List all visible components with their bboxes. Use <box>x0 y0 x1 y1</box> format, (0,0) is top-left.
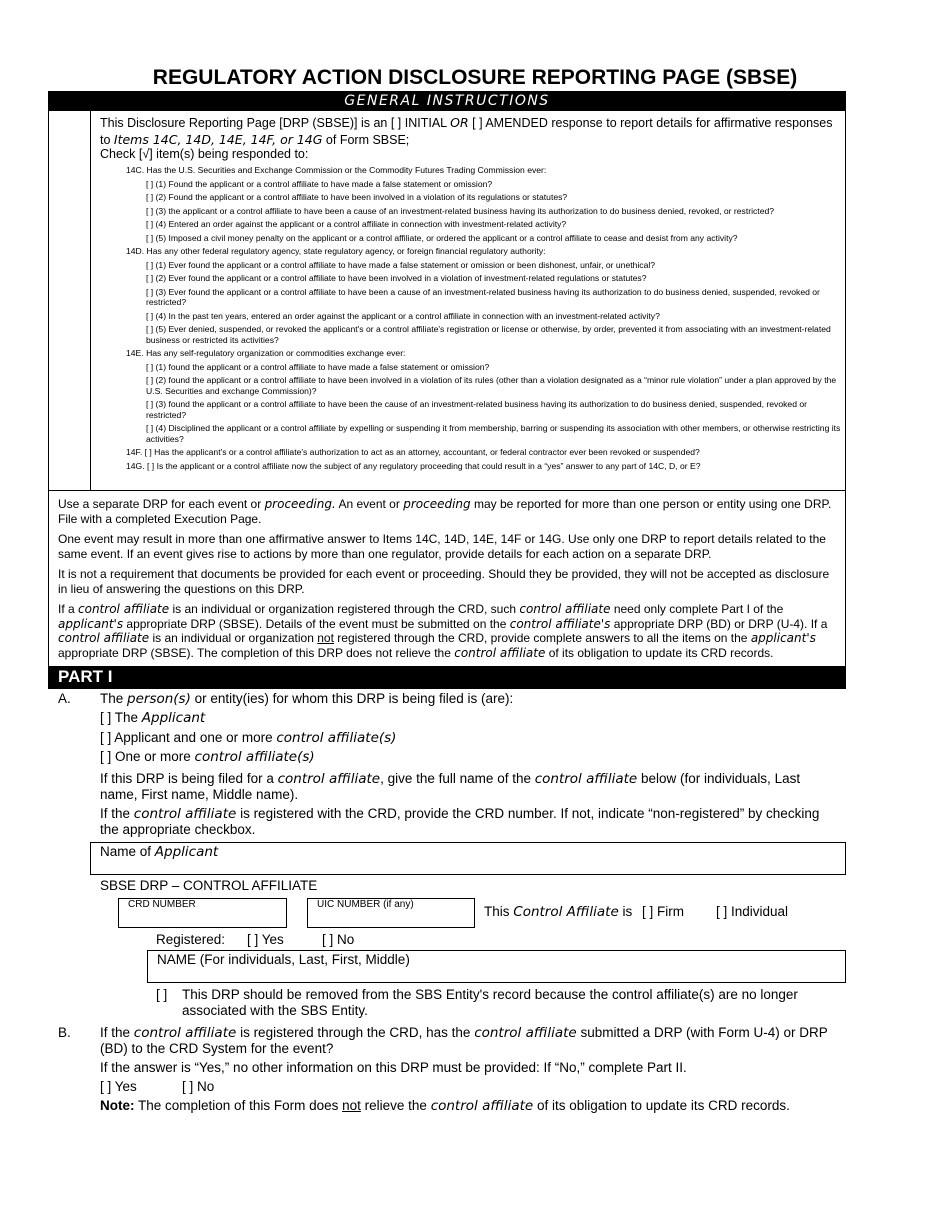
q14e-header: 14E. Has any self-regulatory organization or commodities exchange ever: <box>126 348 406 358</box>
option-affiliates[interactable]: [ ] One or more control affiliate(s) <box>100 749 315 765</box>
crd-number-label: CRD NUMBER <box>128 899 196 910</box>
section-a-label: A. <box>58 691 71 706</box>
instruction-paragraph: Use a separate DRP for each event or proceeding. An event or proceeding may be reported for more than one person or entity using one DRP. File with a completed Execution Page. <box>58 497 832 526</box>
intro-paragraph: This Disclosure Reporting Page [DRP (SBSE)] is an [ ] INITIAL OR [ ] AMENDED response to report details for affirmative responses to Items 14C, 14D, 14E, 14F, or 14G of Form SBSE; <box>100 115 833 147</box>
q14c-item[interactable]: [ ] (2) Found the applicant or a control affiliate to have been involved in a violation of its regulations or statutes? <box>146 192 568 202</box>
section-b-yes-checkbox[interactable]: [ ] Yes <box>100 1079 137 1094</box>
left-margin-column <box>48 111 91 491</box>
part-one-header: PART I <box>48 666 846 688</box>
sbse-control-affiliate-label: SBSE DRP – CONTROL AFFILIATE <box>100 878 318 893</box>
option-applicant-and-affiliates[interactable]: [ ] Applicant and one or more control affiliate(s) <box>100 730 397 746</box>
affiliate-name-label: NAME (For individuals, Last, First, Middle) <box>157 952 410 967</box>
control-affiliate-type-label: This Control Affiliate is <box>484 904 633 920</box>
q14c-item[interactable]: [ ] (1) Found the applicant or a control affiliate to have made a false statement or omission? <box>146 178 493 189</box>
instruction-paragraph: It is not a requirement that documents be provided for each event or proceeding. Should they be provided, they will not be accepted as disclosure in lieu of answering the questions on this DRP. <box>58 567 830 596</box>
section-b-note: If the answer is “Yes,” no other information on this DRP must be provided: If “No,” complete Part II. <box>100 1060 687 1075</box>
q14f-item[interactable]: 14F. [ ] Has the applicant's or a control affiliate's authorization to act as an attorney, accountant, or federal contractor ever been revoked or suspended? <box>126 447 700 457</box>
q14d-item[interactable]: [ ] (1) Ever found the applicant or a control affiliate to have made a false statement or omission or been dishonest, unfair, or unethical? <box>146 259 656 270</box>
firm-checkbox[interactable]: [ ] Firm <box>642 904 684 919</box>
crd-instruction: If the control affiliate is registered with the CRD, provide the CRD number. If not, indicate “non-registered” by checking the appropriate checkbox. <box>100 806 820 837</box>
general-instructions-header: GENERAL INSTRUCTIONS <box>48 92 846 111</box>
check-instruction: Check [√] item(s) being responded to: <box>100 147 309 161</box>
section-b-label: B. <box>58 1025 71 1040</box>
section-divider <box>48 490 846 491</box>
instruction-paragraph: One event may result in more than one affirmative answer to Items 14C, 14D, 14E, 14F or 14G. Use only one DRP to report details related to the same event. If an event gives rise to actions by more than one regulator, provide details for each action on a separate DRP. <box>58 532 826 561</box>
q14e-item[interactable]: [ ] (3) found the applicant or a control affiliate to have been the cause of an investment-related business having its authorization to do business denied, suspended, revoked or restricted? <box>146 399 808 420</box>
q14c-item[interactable]: [ ] (5) Imposed a civil money penalty on the applicant or a control affiliate, or ordered the applicant or a control affiliate to cease and desist from any activity? <box>146 232 738 243</box>
q14c-header: 14C. Has the U.S. Securities and Exchange Commission or the Commodity Futures Trading Commission ever: <box>126 165 547 175</box>
option-applicant[interactable]: [ ] The Applicant <box>100 710 206 726</box>
q14d-item[interactable]: [ ] (4) In the past ten years, entered an order against the applicant or a control affiliate in connection with an investment-related activity? <box>146 310 660 321</box>
instruction-paragraph: If a control affiliate is an individual or organization registered through the CRD, such control affiliate need only complete Part I of the applicant's appropriate DRP (SBSE). Details of the event must be submitted on the control affiliate's appropriate DRP (BD) or DRP (U-4). If a control affiliate is an individual or organization not registered through the CRD, provide complete answers to all the items on the applicant's appropriate DRP (SBSE). The completion of this DRP does not relieve the control affiliate of its obligation to update its CRD records. <box>58 602 828 660</box>
q14c-item[interactable]: [ ] (4) Entered an order against the applicant or a control affiliate in connection with investment-related activity? <box>146 219 567 229</box>
section-a-question: The person(s) or entity(ies) for whom this DRP is being filed is (are): <box>100 691 514 707</box>
q14e-item[interactable]: [ ] (1) found the applicant or a control affiliate to have made a false statement or omission? <box>146 361 490 372</box>
q14g-item[interactable]: 14G. [ ] Is the applicant or a control affiliate now the subject of any regulatory proceeding that could result in a “yes” answer to any part of 14C, D, or E? <box>126 460 701 471</box>
q14e-item[interactable]: [ ] (4) Disciplined the applicant or a control affiliate by expelling or suspending it from membership, barring or suspending its association with other members, or otherwise restricting its activities? <box>146 423 841 444</box>
remove-drp-checkbox[interactable]: [ ] <box>156 987 168 1002</box>
final-note: Note: The completion of this Form does not relieve the control affiliate of its obligation to update its CRD records. <box>100 1098 790 1114</box>
registered-yes-checkbox[interactable]: [ ] Yes <box>247 932 284 947</box>
crd-number-field[interactable] <box>118 898 287 928</box>
fullname-instruction: If this DRP is being filed for a control affiliate, give the full name of the control affiliate below (for individuals, Last name, First name, Middle name). <box>100 771 801 802</box>
q14e-item[interactable]: [ ] (2) found the applicant or a control affiliate to have been involved in a violation of its rules (other than a violation designated as a “minor rule violation” under a plan approved by the U.S. Securities and exchange Commission)? <box>146 375 837 396</box>
uic-number-label: UIC NUMBER (if any) <box>317 899 414 910</box>
individual-checkbox[interactable]: [ ] Individual <box>716 904 789 919</box>
section-b-no-checkbox[interactable]: [ ] No <box>182 1079 215 1094</box>
instructions-block <box>58 497 840 660</box>
uic-number-field[interactable] <box>307 898 475 928</box>
page-title: REGULATORY ACTION DISCLOSURE REPORTING PAGE (SBSE) <box>152 66 798 89</box>
section-b-question: If the control affiliate is registered through the CRD, has the control affiliate submitted a DRP (with Form U-4) or DRP (BD) to the CRD System for the event? <box>100 1025 828 1056</box>
q14d-item[interactable]: [ ] (2) Ever found the applicant or a control affiliate to have been involved in a violation of investment-related regulations or statutes? <box>146 273 647 283</box>
registered-label: Registered: <box>156 932 226 947</box>
affiliate-name-field[interactable] <box>147 950 846 983</box>
question-list <box>126 165 841 471</box>
applicant-name-field[interactable]: Name of Applicant <box>90 842 846 875</box>
remove-drp-text: This DRP should be removed from the SBS Entity's record because the control affiliate(s) are no longer associated with the SBS Entity. <box>182 987 798 1018</box>
registered-no-checkbox[interactable]: [ ] No <box>322 932 355 947</box>
q14d-item[interactable]: [ ] (3) Ever found the applicant or a control affiliate to have been a cause of an investment-related business having its authorization to do business denied, suspended, revoked or restricted? <box>146 286 820 307</box>
q14d-item[interactable]: [ ] (5) Ever denied, suspended, or revoked the applicant's or a control affiliate's registration or license or otherwise, by order, prevented it from associating with an investment-related business or restricted its activities? <box>146 324 831 345</box>
q14c-item[interactable]: [ ] (3) the applicant or a control affiliate to have been a cause of an investment-related business having its authorization to do business denied, revoked, or restricted? <box>146 205 775 216</box>
q14d-header: 14D. Has any other federal regulatory agency, state regulatory agency, or foreign financial regulatory authority: <box>126 246 546 256</box>
